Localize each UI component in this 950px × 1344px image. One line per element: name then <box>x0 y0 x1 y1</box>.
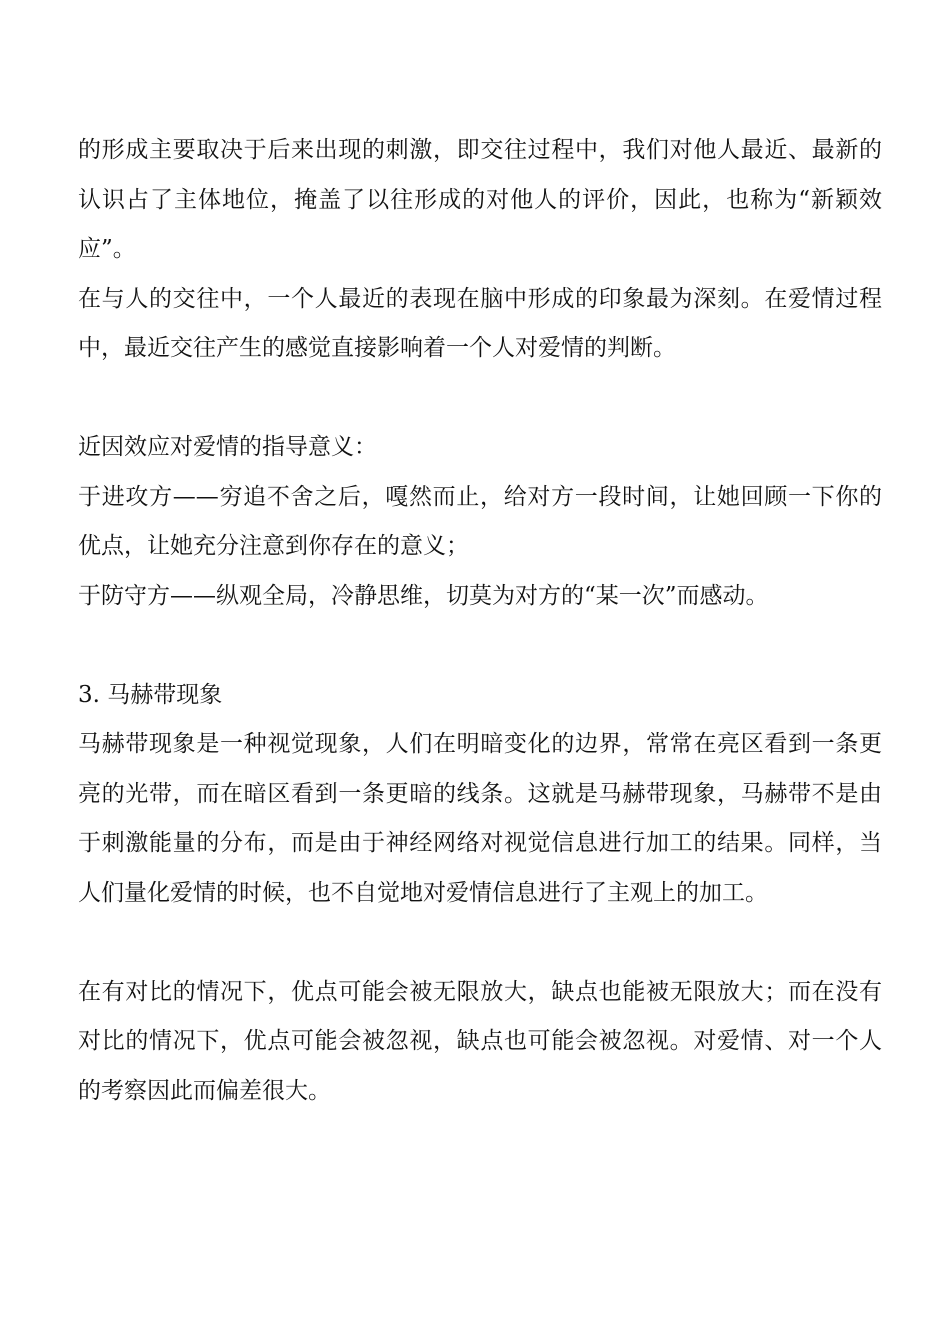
paragraph-guidance-heading: 近因效应对爱情的指导意义： <box>78 434 377 460</box>
paragraph-gap <box>78 918 882 968</box>
paragraph-attacker-advice: 于进攻方——穷追不舍之后，嘎然而止，给对方一段时间，让她回顾一下你的优点，让她充分注意到你存在的意义； <box>78 483 882 559</box>
paragraph-defender-advice: 于防守方——纵观全局，冷静思维，切莫为对方的“某一次”而感动。 <box>78 582 769 609</box>
document-body <box>78 126 882 1116</box>
paragraph-recency-definition: 的形成主要取决于后来出现的刺激，即交往过程中，我们对他人最近、最新的认识占了主体地位，掩盖了以往形成的对他人的评价，因此，也称为“新颖效应”。 <box>78 137 882 262</box>
paragraph-gap <box>78 621 882 671</box>
section-heading-mach-band: 3. 马赫带现象 <box>78 681 223 708</box>
paragraph-gap <box>78 374 882 424</box>
paragraph-recency-in-love: 在与人的交往中，一个人最近的表现在脑中形成的印象最为深刻。在爱情过程中，最近交往产生的感觉直接影响着一个人对爱情的判断。 <box>78 285 882 361</box>
paragraph-comparison-effect: 在有对比的情况下，优点可能会被无限放大，缺点也能被无限放大；而在没有对比的情况下，优点可能会被忽视，缺点也可能会被忽视。对爱情、对一个人的考察因此而偏差很大。 <box>78 978 882 1104</box>
paragraph-mach-band-definition: 马赫带现象是一种视觉现象，人们在明暗变化的边界，常常在亮区看到一条更亮的光带，而在暗区看到一条更暗的线条。这就是马赫带现象，马赫带不是由于刺激能量的分布，而是由于神经网络对视觉信息进行加工的结果。同样，当人们量化爱情的时候，也不自觉地对爱情信息进行了主观上的加工。 <box>78 731 882 906</box>
